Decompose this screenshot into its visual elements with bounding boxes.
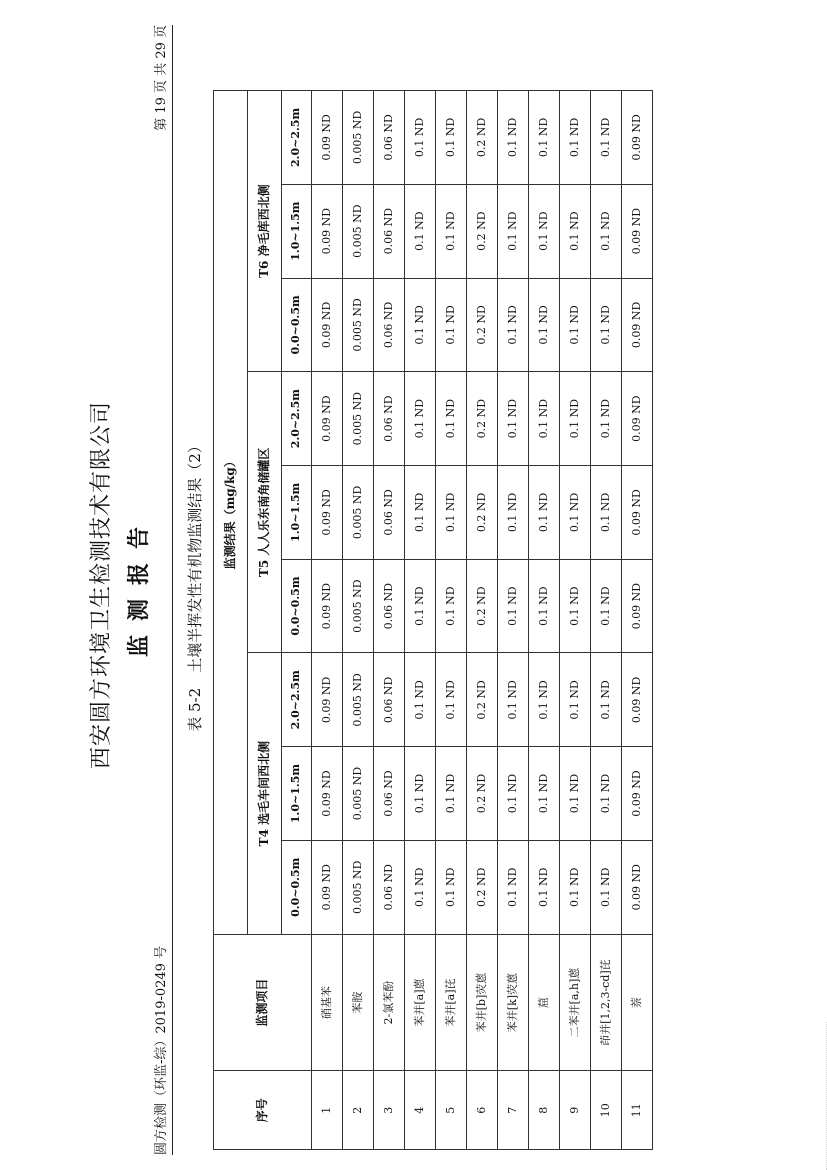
value-cell: 0.09 ND [622,747,653,841]
value-cell: 0.1 ND [591,653,622,747]
value-cell: 0.09 ND [622,91,653,185]
value-cell: 0.1 ND [405,747,436,841]
value-cell: 0.09 ND [312,466,343,560]
value-cell: 0.09 ND [622,840,653,934]
header-depth: 1.0~1.5m [282,466,312,560]
value-cell: 0.06 ND [374,559,405,653]
value-cell: 0.1 ND [591,372,622,466]
header-results: 监测结果（mg/kg） [214,91,248,935]
value-cell: 0.1 ND [498,372,529,466]
company-name: 西安圆方环境卫生检测技术有限公司 [89,401,114,770]
table-row [374,91,405,1150]
table-row [405,91,436,1150]
row-item: 二苯并[a,h]蒽 [560,934,591,1071]
row-seq: 6 [467,1071,498,1150]
header-depth: 2.0~2.5m [282,91,312,185]
value-cell: 0.09 ND [312,278,343,372]
value-cell: 0.1 ND [498,840,529,934]
value-cell: 0.1 ND [436,747,467,841]
header-depth: 1.0~1.5m [282,184,312,278]
value-cell: 0.1 ND [591,559,622,653]
row-seq: 5 [436,1071,467,1150]
table-row [312,91,343,1150]
value-cell: 0.06 ND [374,466,405,560]
value-cell: 0.1 ND [560,653,591,747]
header-depth: 0.0~0.5m [282,278,312,372]
row-seq: 7 [498,1071,529,1150]
value-cell: 0.1 ND [591,747,622,841]
value-cell: 0.1 ND [498,278,529,372]
header-depth: 2.0~2.5m [282,372,312,466]
value-cell: 0.2 ND [467,559,498,653]
value-cell: 0.06 ND [374,653,405,747]
value-cell: 0.1 ND [405,466,436,560]
row-seq: 9 [560,1071,591,1150]
value-cell: 0.005 ND [343,747,374,841]
value-cell: 0.005 ND [343,840,374,934]
row-seq: 2 [343,1071,374,1150]
value-cell: 0.1 ND [529,278,560,372]
value-cell: 0.09 ND [312,653,343,747]
value-cell: 0.1 ND [560,466,591,560]
value-cell: 0.09 ND [622,278,653,372]
value-cell: 0.1 ND [405,372,436,466]
value-cell: 0.1 ND [436,184,467,278]
header-group-t5: T5 人人乐东南角储罐区 [248,372,282,653]
value-cell: 0.2 ND [467,278,498,372]
value-cell: 0.1 ND [529,840,560,934]
value-cell: 0.1 ND [498,91,529,185]
value-cell: 0.1 ND [591,91,622,185]
header-depth: 0.0~0.5m [282,559,312,653]
value-cell: 0.1 ND [560,184,591,278]
table-caption: 表 5-2 土壤半挥发性有机物监测结果（2） [186,438,204,732]
value-cell: 0.1 ND [405,184,436,278]
value-cell: 0.1 ND [436,559,467,653]
value-cell: 0.06 ND [374,278,405,372]
value-cell: 0.09 ND [622,184,653,278]
value-cell: 0.1 ND [498,184,529,278]
table-row [560,91,591,1150]
value-cell: 0.1 ND [529,559,560,653]
row-seq: 11 [622,1071,653,1150]
value-cell: 0.09 ND [622,559,653,653]
value-cell: 0.005 ND [343,559,374,653]
value-cell: 0.1 ND [529,372,560,466]
value-cell: 0.1 ND [498,747,529,841]
results-table [213,90,653,1150]
value-cell: 0.06 ND [374,747,405,841]
value-cell: 0.1 ND [529,653,560,747]
row-item: 苯并[a]芘 [436,934,467,1071]
value-cell: 0.1 ND [591,184,622,278]
row-seq: 1 [312,1071,343,1150]
table-row [343,91,374,1150]
value-cell: 0.09 ND [622,466,653,560]
header-depth: 2.0~2.5m [282,653,312,747]
value-cell: 0.005 ND [343,278,374,372]
table-row [467,91,498,1150]
row-item: 2-氯苯酚 [374,934,405,1071]
header-divider [172,25,173,1155]
value-cell: 0.1 ND [560,91,591,185]
value-cell: 0.1 ND [405,559,436,653]
row-item: 苯并[a]蒽 [405,934,436,1071]
value-cell: 0.1 ND [405,840,436,934]
value-cell: 0.2 ND [467,91,498,185]
value-cell: 0.005 ND [343,91,374,185]
value-cell: 0.2 ND [467,840,498,934]
header-group-t6: T6 净毛库西北侧 [248,91,282,372]
value-cell: 0.09 ND [312,747,343,841]
row-item: 苯并[k]荧蒽 [498,934,529,1071]
header-depth: 0.0~0.5m [282,840,312,934]
row-item: 苯并[b]荧蒽 [467,934,498,1071]
value-cell: 0.1 ND [498,466,529,560]
value-cell: 0.1 ND [591,840,622,934]
document-number: 圆方检测（环监-综）2019-0249 号 [154,945,169,1155]
value-cell: 0.09 ND [312,840,343,934]
value-cell: 0.1 ND [498,653,529,747]
value-cell: 0.1 ND [405,91,436,185]
value-cell: 0.1 ND [436,278,467,372]
value-cell: 0.1 ND [560,372,591,466]
value-cell: 0.005 ND [343,466,374,560]
row-item: 苯胺 [343,934,374,1071]
value-cell: 0.06 ND [374,840,405,934]
value-cell: 0.1 ND [436,91,467,185]
value-cell: 0.1 ND [405,278,436,372]
value-cell: 0.1 ND [560,278,591,372]
value-cell: 0.1 ND [591,466,622,560]
value-cell: 0.2 ND [467,372,498,466]
value-cell: 0.2 ND [467,184,498,278]
header-seq: 序号 [214,1071,312,1150]
table-row [436,91,467,1150]
value-cell: 0.09 ND [622,372,653,466]
header-item: 监测项目 [214,934,312,1071]
row-item: 茚并[1,2,3-cd]芘 [591,934,622,1071]
header-depth: 1.0~1.5m [282,747,312,841]
table-row [591,91,622,1150]
value-cell: 0.005 ND [343,184,374,278]
value-cell: 0.1 ND [529,91,560,185]
value-cell: 0.06 ND [374,184,405,278]
value-cell: 0.06 ND [374,91,405,185]
value-cell: 0.2 ND [467,653,498,747]
value-cell: 0.1 ND [529,184,560,278]
row-item: 硝基苯 [312,934,343,1071]
page-info: 第 19 页 共 29 页 [154,25,169,131]
row-item: 萘 [622,934,653,1071]
value-cell: 0.06 ND [374,372,405,466]
value-cell: 0.09 ND [622,653,653,747]
value-cell: 0.1 ND [498,559,529,653]
value-cell: 0.1 ND [405,653,436,747]
value-cell: 0.1 ND [436,466,467,560]
value-cell: 0.1 ND [436,653,467,747]
row-seq: 10 [591,1071,622,1150]
value-cell: 0.1 ND [560,747,591,841]
value-cell: 0.1 ND [560,840,591,934]
value-cell: 0.09 ND [312,559,343,653]
row-seq: 8 [529,1071,560,1150]
value-cell: 0.09 ND [312,372,343,466]
value-cell: 0.1 ND [436,840,467,934]
value-cell: 0.1 ND [529,747,560,841]
row-seq: 3 [374,1071,405,1150]
value-cell: 0.2 ND [467,747,498,841]
value-cell: 0.005 ND [343,653,374,747]
value-cell: 0.1 ND [529,466,560,560]
header-group-t4: T4 选毛车间西北侧 [248,653,282,934]
table-row [498,91,529,1150]
row-item: 䓛 [529,934,560,1071]
value-cell: 0.2 ND [467,466,498,560]
table-row [529,91,560,1150]
row-seq: 4 [405,1071,436,1150]
table-row [622,91,653,1150]
value-cell: 0.005 ND [343,372,374,466]
value-cell: 0.09 ND [312,91,343,185]
value-cell: 0.1 ND [591,278,622,372]
report-title: 监测报告 [126,513,152,658]
value-cell: 0.09 ND [312,184,343,278]
value-cell: 0.1 ND [560,559,591,653]
value-cell: 0.1 ND [436,372,467,466]
